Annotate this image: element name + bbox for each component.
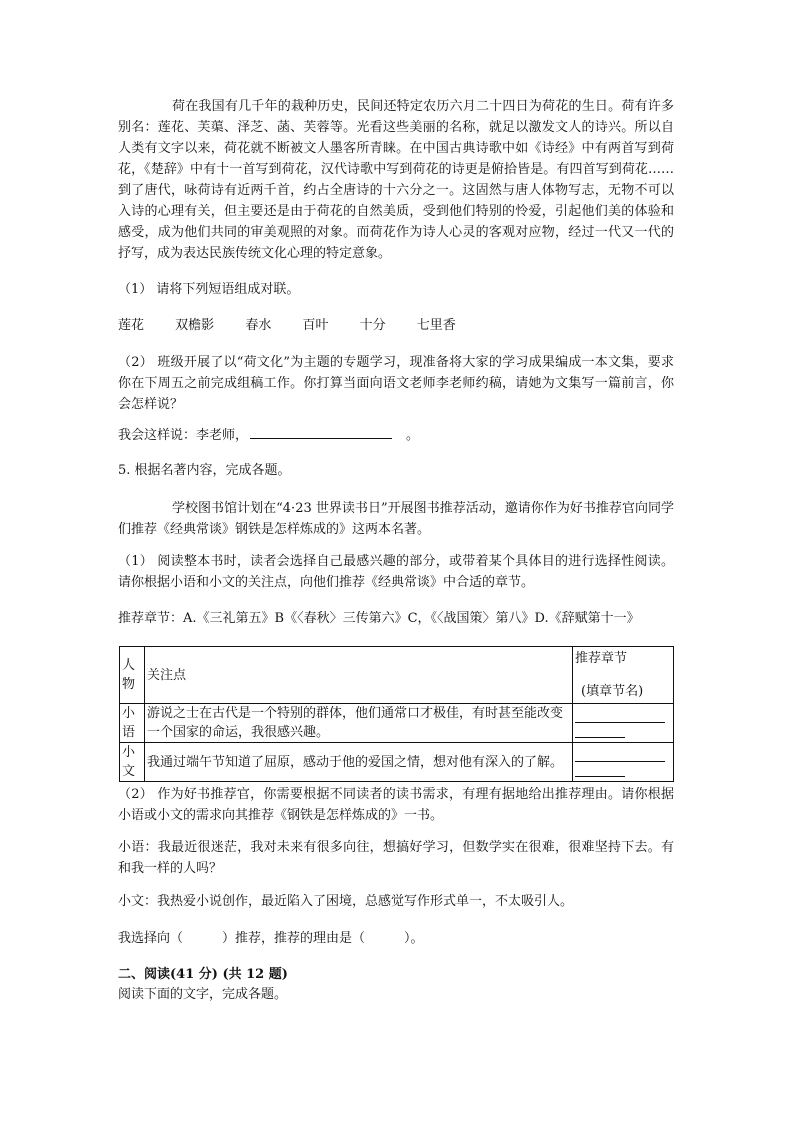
q1-prompt: （1） 请将下列短语组成对联。 [118,282,300,297]
word-item: 七里香 [416,318,456,333]
answer-blank[interactable] [575,708,665,723]
word-item: 双檐影 [175,318,215,333]
q5-intro: 学校图书馆计划在“4·23 世界读书日”开展图书推荐活动，邀请你作为好书推荐官向同学们推荐《经典常谈》钢铁是怎样炼成的》这两本名著。 [118,501,674,537]
row-answer-cell[interactable] [573,704,674,743]
header-recommend [573,647,674,704]
word-item: 莲花 [118,318,145,333]
answer-blank[interactable] [575,762,625,777]
q5-sub1: （1） 阅读整本书时，读者会选择自己最感兴趣的部分，或带着某个具体目的进行选择性阅读。请你根据小语和小文的关注点，向他们推荐《经典常谈》中合适的章节。 [118,554,674,590]
row-focus: 我通过端午节知道了屈原，感动于他的爱国之情，想对他有深入的了解。 [145,743,573,782]
section-instruction: 阅读下面的文字，完成各题。 [118,987,288,1002]
choice-line: 我选择向（ ）推荐，推荐的理由是（ ）。 [118,931,424,946]
header-focus: 关注点 [145,647,573,704]
header-recommend-label: 推荐章节 [575,651,628,666]
q1-word-list [118,317,483,335]
recommendation-table [119,646,674,782]
row-answer-cell[interactable] [573,743,674,782]
xiaoyu-need: 小语：我最近很迷茫，我对未来有很多向往，想搞好学习，但数学实在很难，很难坚持下去。有和我一样的人吗？ [118,840,674,876]
table-row [120,743,674,782]
lotus-passage: 荷在我国有几千年的栽种历史，民间还特定农历六月二十四日为荷花的生日。荷有许多别名：莲花、芙蕖、泽芝、菡、芙蓉等。光看这些美丽的名称，就足以激发文人的诗兴。所以自人类有文字以来，荷花就不断被文人墨客所青睐。在中国古典诗歌中如《诗经》中有两首写到荷花，《楚辞》中有十一首写到荷花，汉代诗歌中写到荷花的诗更是俯拾皆是。有四首写到荷花……到了唐代，咏荷诗有近两千首，约占全唐诗的十六分之一。这固然与唐人体物写志，无物不可以入诗的心理有关，但主要还是由于荷花的自然美质，受到他们特别的怜爱，引起他们美的体验和感受，成为他们共同的审美观照的对象。而荷花作为诗人心灵的客观对应物，经过一代又一代的抒写，成为表达民族传统文化心理的特定意象。 [118,99,674,261]
q5-title: 5. 根据名著内容，完成各题。 [118,463,291,478]
row-person: 小语 [120,704,145,743]
answer-blank[interactable] [575,747,665,762]
header-person: 人物 [120,647,145,704]
word-item: 春水 [245,318,272,333]
answer-blank[interactable] [575,723,625,738]
section-heading: 二、阅读(41 分) (共 12 题) [118,967,288,982]
header-recommend-note: (填章节名) [581,684,644,699]
q2-answer-line [118,426,419,445]
q2-answer-suffix: 。 [406,428,420,443]
answer-blank[interactable] [250,426,392,439]
table-header-row [120,647,674,704]
q2-prompt: （2） 班级开展了以“荷文化”为主题的专题学习，现准备将大家的学习成果编成一本文集，要求你在下周五之前完成组稿工作。你打算当面向语文老师李老师约稿，请她为文集写一篇前言，你会怎样说？ [118,355,674,412]
row-person: 小文 [120,743,145,782]
q2-answer-prefix: 我会这样说：李老师， [118,428,249,443]
row-focus: 游说之士在古代是一个特别的群体，他们通常口才极佳，有时甚至能改变一个国家的命运，我很感兴趣。 [145,704,573,743]
q5-sub2: （2） 作为好书推荐官，你需要根据不同读者的读书需求，有理有据地给出推荐理由。请你根据小语或小文的需求向其推荐《钢铁是怎样炼成的》一书。 [118,787,674,823]
table-row [120,704,674,743]
xiaowen-need: 小文：我热爱小说创作，最近陷入了困境，总感觉写作形式单一，不太吸引人。 [118,894,574,909]
word-item: 十分 [359,318,386,333]
word-item: 百叶 [302,318,329,333]
chapter-options: 推荐章节：A.《三礼第五》B《〈春秋〉三传第六》C，《〈战国策〉第八》D.《辞赋第十一》 [118,611,640,626]
